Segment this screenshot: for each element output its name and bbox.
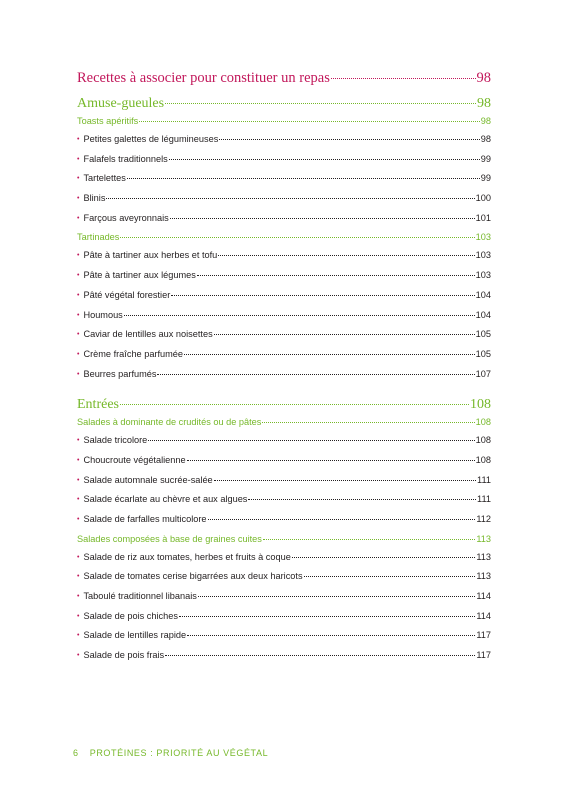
page-number: 113 <box>476 571 491 582</box>
recipe-label: Salade de lentilles rapide <box>83 630 187 641</box>
page-number: 117 <box>476 650 491 661</box>
dot-leader <box>148 440 474 441</box>
section-row <box>77 397 491 417</box>
dot-leader <box>170 218 475 219</box>
bullet-icon: • <box>77 370 80 378</box>
subsection-label: Salades composées à base de graines cuites <box>77 533 262 544</box>
recipe-label: Pâte à tartiner aux herbes et tofu <box>83 250 218 261</box>
dot-leader <box>214 480 476 481</box>
subsection-row <box>77 534 491 552</box>
recipe-label: Salade de riz aux tomates, herbes et fruits à coque <box>83 551 291 562</box>
recipe-row <box>77 154 491 174</box>
subsection-row <box>77 232 491 250</box>
page-number: 112 <box>476 514 491 524</box>
page-number: 98 <box>480 134 491 144</box>
recipe-label: Tartelettes <box>83 173 126 184</box>
dot-leader <box>139 121 479 122</box>
dot-leader <box>157 374 474 375</box>
dot-leader <box>197 275 475 276</box>
dot-leader <box>263 539 475 540</box>
dot-leader <box>165 655 475 656</box>
dot-leader <box>179 616 475 617</box>
footer-page-number: 6 <box>73 748 79 758</box>
page-number: 108 <box>475 417 491 428</box>
bullet-icon: • <box>77 350 80 358</box>
recipe-row <box>77 630 491 650</box>
bullet-icon: • <box>77 195 80 203</box>
page-number: 99 <box>480 173 491 184</box>
recipe-row <box>77 173 491 193</box>
recipe-row <box>77 213 491 233</box>
bullet-icon: • <box>77 553 80 561</box>
recipe-row <box>77 250 491 270</box>
page-number: 107 <box>475 368 491 379</box>
page-number: 108 <box>475 454 491 465</box>
spacer <box>77 388 491 397</box>
bullet-icon: • <box>77 272 80 280</box>
bullet-icon: • <box>77 136 80 143</box>
recipe-label: Salade tricolore <box>83 435 148 446</box>
page-footer <box>73 748 268 758</box>
recipe-label: Salade de farfalles multicolore <box>83 514 207 524</box>
dot-leader <box>218 255 474 256</box>
dot-leader <box>331 78 476 79</box>
bullet-icon: • <box>77 456 80 464</box>
dot-leader <box>106 198 474 199</box>
bullet-icon: • <box>77 331 80 339</box>
recipe-row <box>77 611 491 631</box>
bullet-icon: • <box>77 496 80 504</box>
recipe-row <box>77 650 491 670</box>
dot-leader <box>198 596 476 597</box>
page-number: 99 <box>480 153 491 164</box>
recipe-label: Salade de pois frais <box>83 650 165 661</box>
dot-leader <box>304 576 476 577</box>
footer-book-title: PROTÉINES : PRIORITÉ AU VÉGÉTAL <box>89 748 269 758</box>
recipe-row <box>77 435 491 455</box>
dot-leader <box>169 159 480 160</box>
dot-leader <box>214 334 475 335</box>
toc-body <box>77 92 491 670</box>
recipe-row <box>77 270 491 290</box>
page-number: 105 <box>475 348 491 359</box>
page-number: 103 <box>475 232 491 243</box>
recipe-label: Farçous aveyronnais <box>83 212 169 223</box>
bullet-icon: • <box>77 437 80 445</box>
dot-leader <box>124 315 475 316</box>
dot-leader <box>208 519 476 520</box>
recipe-label: Salade écarlate au chèvre et aux algues <box>83 494 248 505</box>
recipe-row <box>77 591 491 611</box>
page-number: 104 <box>475 289 491 300</box>
subsection-label: Salades à dominante de crudités ou de pâtes <box>77 417 262 428</box>
recipe-label: Pâté végétal forestier <box>83 289 171 300</box>
page-number: 114 <box>476 591 491 602</box>
bullet-icon: • <box>77 612 80 620</box>
bullet-icon: • <box>77 155 80 163</box>
recipe-row <box>77 369 491 389</box>
dot-leader <box>127 178 480 179</box>
toc-title-row <box>77 70 491 92</box>
bullet-icon: • <box>77 291 80 299</box>
dot-leader <box>262 422 474 423</box>
page-number: 111 <box>477 494 491 505</box>
page-number: 104 <box>475 309 491 320</box>
dot-leader <box>292 557 476 558</box>
recipe-row <box>77 290 491 310</box>
bullet-icon: • <box>77 516 80 523</box>
recipe-row <box>77 475 491 495</box>
toc-title: Recettes à associer pour constituer un repas <box>77 70 330 86</box>
dot-leader <box>171 295 474 296</box>
page-number: 103 <box>475 270 491 281</box>
recipe-label: Choucroute végétalienne <box>83 454 186 465</box>
recipe-label: Caviar de lentilles aux noisettes <box>83 329 213 340</box>
section-label: Amuse-gueules <box>77 96 165 111</box>
recipe-row <box>77 494 491 514</box>
recipe-label: Crème fraîche parfumée <box>83 348 184 359</box>
page-number: 114 <box>476 610 491 621</box>
recipe-row <box>77 552 491 572</box>
recipe-label: Petites galettes de légumineuses <box>83 134 219 144</box>
bullet-icon: • <box>77 214 80 222</box>
recipe-row <box>77 349 491 369</box>
dot-leader <box>248 499 476 500</box>
section-row <box>77 96 491 116</box>
page-number: 113 <box>476 551 491 562</box>
dot-leader <box>184 354 475 355</box>
recipe-label: Beurres parfumés <box>83 368 157 379</box>
section-label: Entrées <box>77 397 119 413</box>
page-number: 108 <box>470 397 491 413</box>
subsection-row <box>77 417 491 435</box>
recipe-row <box>77 193 491 213</box>
subsection-label: Toasts apéritifs <box>77 116 139 126</box>
bullet-icon: • <box>77 252 80 260</box>
recipe-label: Taboulé traditionnel libanais <box>83 591 197 602</box>
recipe-label: Pâte à tartiner aux légumes <box>83 270 196 281</box>
subsection-row <box>77 116 491 134</box>
dot-leader <box>187 635 475 636</box>
recipe-label: Salade de tomates cerise bigarrées aux deux haricots <box>83 571 303 582</box>
recipe-row <box>77 134 491 154</box>
subsection-label: Tartinades <box>77 232 120 243</box>
page-number: 98 <box>477 96 491 111</box>
recipe-label: Falafels traditionnels <box>83 153 168 164</box>
dot-leader <box>120 237 474 238</box>
page-number: 105 <box>475 329 491 340</box>
recipe-row <box>77 310 491 330</box>
bullet-icon: • <box>77 632 80 640</box>
page-number: 111 <box>477 474 491 485</box>
recipe-row <box>77 514 491 534</box>
recipe-row <box>77 329 491 349</box>
dot-leader <box>165 103 476 104</box>
page-number: 98 <box>480 116 491 126</box>
recipe-row <box>77 455 491 475</box>
table-of-contents <box>77 70 491 670</box>
page-number: 103 <box>475 250 491 261</box>
bullet-icon: • <box>77 476 80 484</box>
recipe-label: Salade de pois chiches <box>83 610 178 621</box>
dot-leader <box>120 404 469 405</box>
page-number: 113 <box>476 533 491 544</box>
recipe-label: Houmous <box>83 309 123 320</box>
bullet-icon: • <box>77 652 80 660</box>
page-number: 101 <box>475 212 491 223</box>
page-number: 108 <box>475 435 491 446</box>
dot-leader <box>219 139 479 140</box>
bullet-icon: • <box>77 593 80 601</box>
page-number: 100 <box>475 193 491 204</box>
bullet-icon: • <box>77 573 80 581</box>
recipe-row <box>77 571 491 591</box>
recipe-label: Blinis <box>83 193 106 204</box>
dot-leader <box>187 460 475 461</box>
bullet-icon: • <box>77 175 80 183</box>
bullet-icon: • <box>77 311 80 319</box>
page-number: 98 <box>476 70 491 86</box>
page-number: 117 <box>476 630 491 641</box>
recipe-label: Salade automnale sucrée-salée <box>83 474 213 485</box>
